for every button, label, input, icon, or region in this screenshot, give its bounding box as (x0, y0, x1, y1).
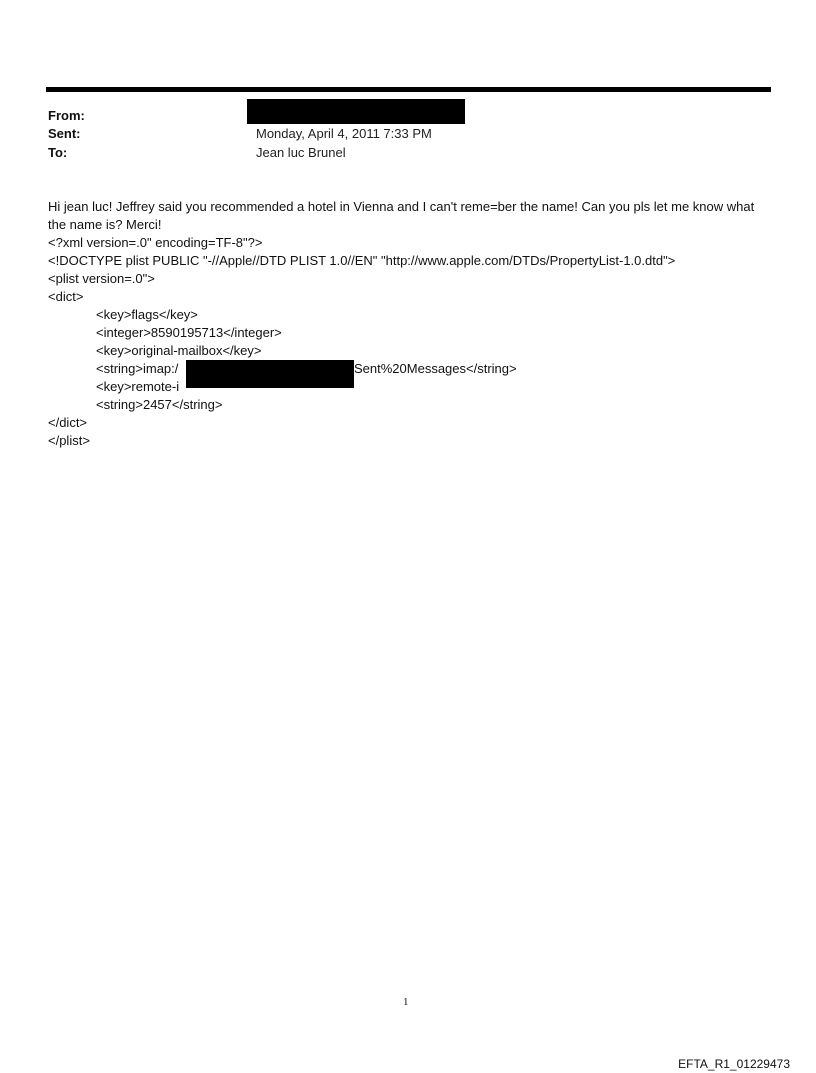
message-body: Hi jean luc! Jeffrey said you recommended a hotel in Vienna and I can't reme=ber the name! Can you pls let me know what the name is? Merci! (48, 199, 755, 232)
dict-close-line: </dict> (48, 415, 88, 430)
key-flags-line: <key>flags</key> (96, 307, 198, 322)
plist-open-line: <plist version=.0"> (48, 271, 155, 286)
from-label: From: (48, 108, 85, 123)
bates-number: EFTA_R1_01229473 (678, 1057, 790, 1071)
page-number: 1 (403, 996, 409, 1008)
key-remote-id-line: <key>remote-i (96, 379, 180, 394)
string-sent-messages-line: Sent%20Messages</string> (354, 361, 517, 376)
doctype-line: <!DOCTYPE plist PUBLIC "-//Apple//DTD PLIST 1.0//EN" "http://www.apple.com/DTDs/PropertyList-1.0.dtd"> (48, 253, 676, 268)
string-imap-line: <string>imap:/ (96, 361, 179, 376)
header-rule (46, 87, 771, 92)
plist-close-line: </plist> (48, 433, 90, 448)
sent-value: Monday, April 4, 2011 7:33 PM (256, 126, 432, 141)
to-value: Jean luc Brunel (256, 145, 346, 160)
integer-line: <integer>8590195713</integer> (96, 325, 282, 340)
string-id-line: <string>2457</string> (96, 397, 223, 412)
dict-open-line: <dict> (48, 289, 84, 304)
xml-declaration-line: <?xml version=.0" encoding=TF-8"?> (48, 235, 263, 250)
redaction-from (247, 99, 465, 124)
redaction-mailbox (186, 360, 354, 388)
key-original-mailbox-line: <key>original-mailbox</key> (96, 343, 262, 358)
sent-label: Sent: (48, 126, 81, 141)
to-label: To: (48, 145, 68, 160)
